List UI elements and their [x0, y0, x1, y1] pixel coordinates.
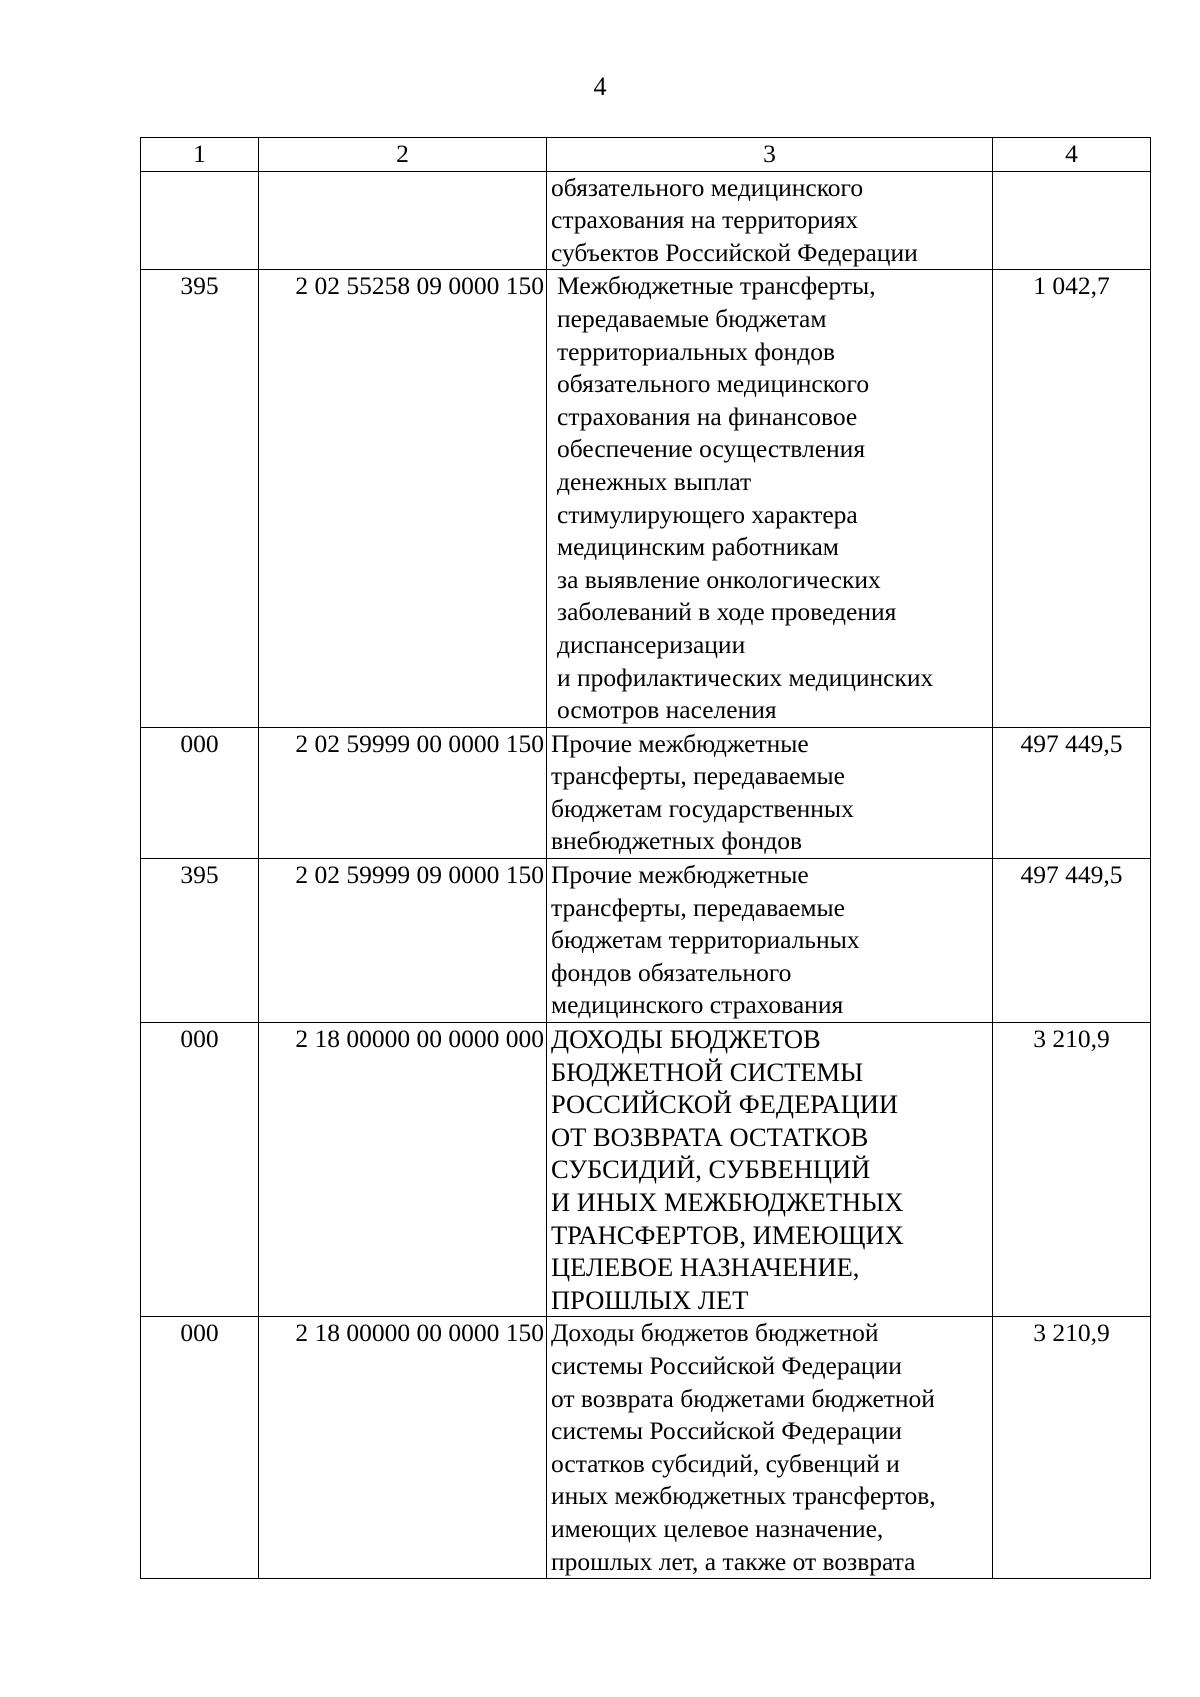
table-row: [141, 270, 1151, 727]
table-row: [141, 859, 1151, 1023]
table-row: [141, 1317, 1151, 1579]
kbk-code-cell: 2 02 55258 09 0000 150: [259, 270, 547, 727]
kbk-code-cell: 2 02 59999 09 0000 150: [259, 859, 547, 1023]
admin-code-cell: 395: [141, 859, 259, 1023]
header-row: [141, 138, 1151, 172]
revenue-name-cell: ДОХОДЫ БЮДЖЕТОВ БЮДЖЕТНОЙ СИСТЕМЫ РОССИЙСКОЙ ФЕДЕРАЦИИ ОТ ВОЗВРАТА ОСТАТКОВ СУБСИДИЙ, СУБВЕНЦИЙ И ИНЫХ МЕЖБЮДЖЕТНЫХ ТРАНСФЕРТОВ, ИМЕЮЩИХ ЦЕЛЕВОЕ НАЗНАЧЕНИЕ, ПРОШЛЫХ ЛЕТ: [547, 1023, 993, 1317]
table-row: [141, 727, 1151, 858]
header-col-1: 1: [141, 138, 259, 172]
revenue-name-cell: Доходы бюджетов бюджетной системы Российской Федерации от возврата бюджетами бюджетной системы Российской Федерации остатков субсидий, субвенций и иных межбюджетных трансфертов, имеющих целевое назначение, прошлых лет, а также от возврата: [547, 1317, 993, 1579]
kbk-code-cell: 2 02 59999 00 0000 150: [259, 727, 547, 858]
table-row: [141, 1023, 1151, 1317]
kbk-code-cell: [259, 171, 547, 270]
admin-code-cell: 000: [141, 1317, 259, 1579]
revenue-name-cell: Прочие межбюджетные трансферты, передаваемые бюджетам государственных внебюджетных фондов: [547, 727, 993, 858]
admin-code-cell: 000: [141, 1023, 259, 1317]
budget-table: [140, 137, 1151, 1579]
table-row: [141, 171, 1151, 270]
kbk-code-cell: 2 18 00000 00 0000 150: [259, 1317, 547, 1579]
revenue-name-cell: Прочие межбюджетные трансферты, передаваемые бюджетам территориальных фондов обязательного медицинского страхования: [547, 859, 993, 1023]
amount-cell: 497 449,5: [993, 727, 1151, 858]
revenue-name-cell: обязательного медицинского страхования на территориях субъектов Российской Федерации: [547, 171, 993, 270]
admin-code-cell: [141, 171, 259, 270]
header-col-3: 3: [547, 138, 993, 172]
admin-code-cell: 000: [141, 727, 259, 858]
amount-cell: 3 210,9: [993, 1023, 1151, 1317]
amount-cell: 497 449,5: [993, 859, 1151, 1023]
amount-cell: 1 042,7: [993, 270, 1151, 727]
amount-cell: 3 210,9: [993, 1317, 1151, 1579]
revenue-name-cell: Межбюджетные трансферты, передаваемые бюджетам территориальных фондов обязательного медицинского страхования на финансовое обеспечение осуществления денежных выплат стимулирующего характера медицинским работникам за выявление онкологических заболеваний в ходе проведения диспансеризации и профилактических медицинских осмотров населения: [547, 270, 993, 727]
header-col-4: 4: [993, 138, 1151, 172]
amount-cell: [993, 171, 1151, 270]
kbk-code-cell: 2 18 00000 00 0000 000: [259, 1023, 547, 1317]
admin-code-cell: 395: [141, 270, 259, 727]
page-number: 4: [593, 72, 607, 101]
header-col-2: 2: [259, 138, 547, 172]
